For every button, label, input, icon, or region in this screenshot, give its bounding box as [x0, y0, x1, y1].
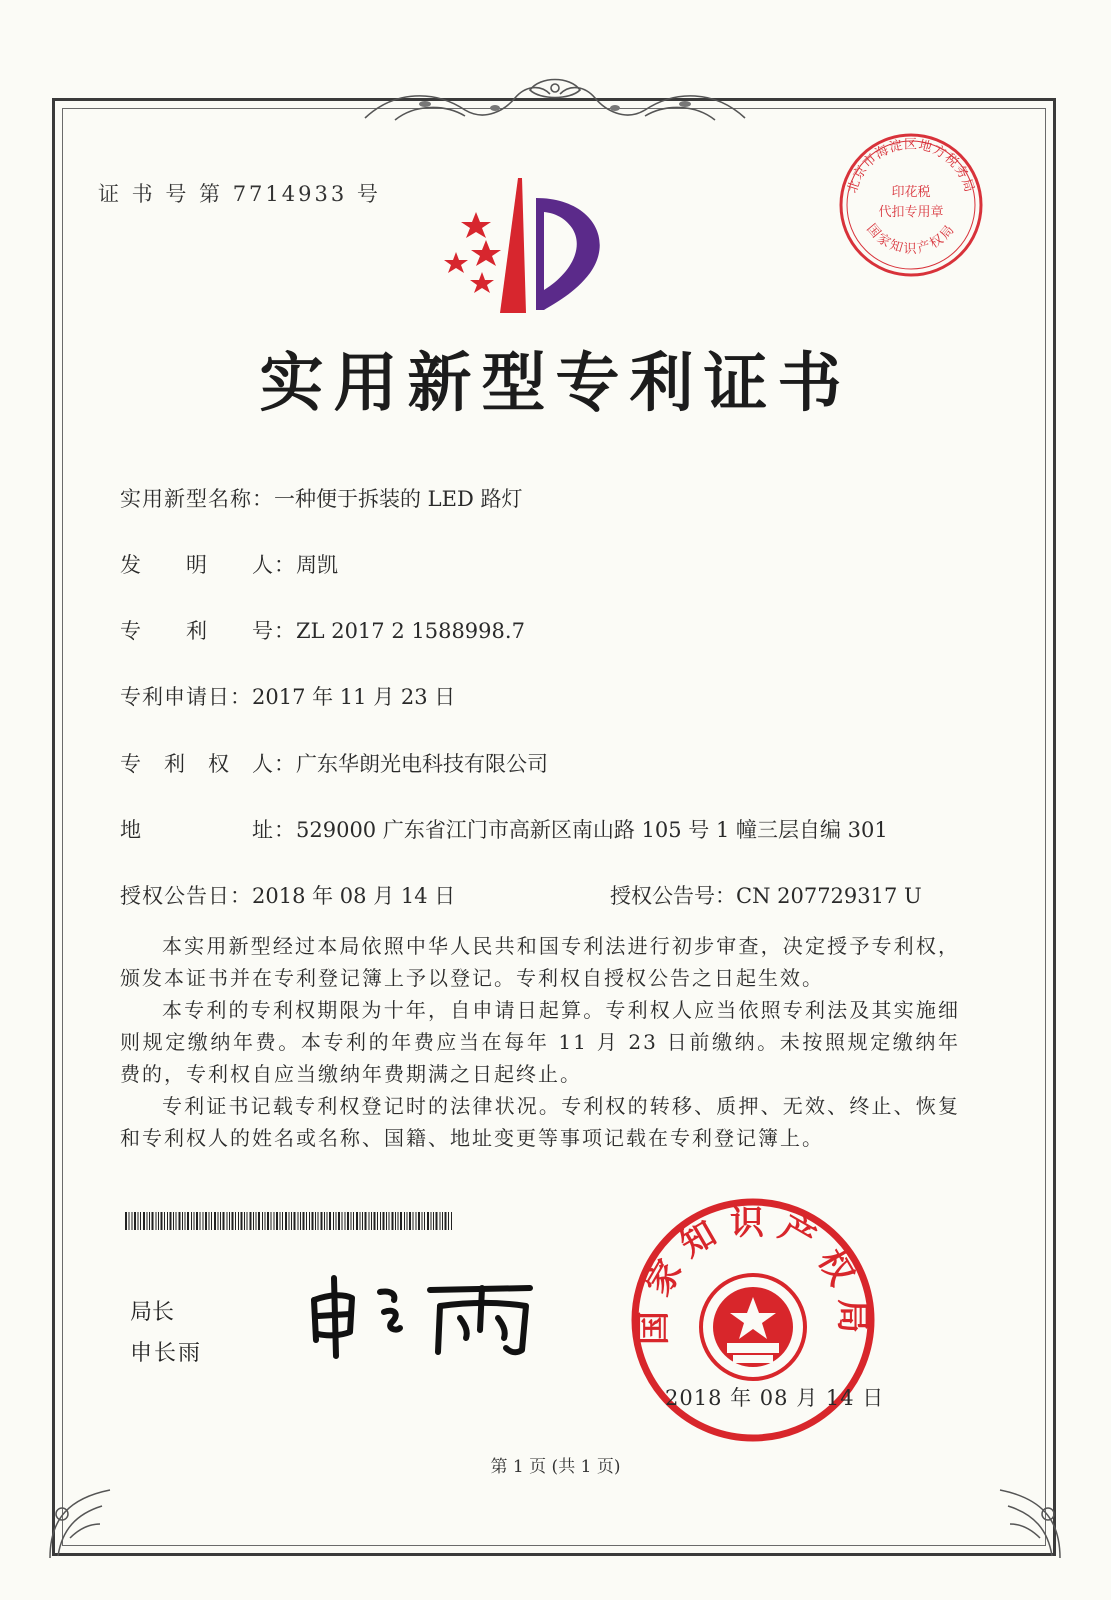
page-number: 第 1 页 (共 1 页): [490, 1457, 621, 1477]
certificate-body: [120, 930, 960, 1154]
certificate-number: 证 书 号 第 7714933 号: [98, 182, 381, 206]
field-label: 专 利 号：: [120, 619, 296, 643]
field-label: 发 明 人：: [120, 553, 296, 577]
field-value: 一种便于拆装的 LED 路灯: [274, 487, 523, 511]
svg-text:国家知识产权局: [863, 221, 958, 256]
seal-text: 国家知识产权局: [633, 1203, 873, 1346]
tax-seal-line1: 印花税: [891, 185, 931, 200]
field-inventor: [120, 549, 338, 579]
director-title: 局长: [130, 1300, 175, 1325]
field-address: [120, 814, 888, 844]
body-paragraph: 本实用新型经过本局依照中华人民共和国专利法进行初步审查，决定授予专利权，颁发本证书并在专利登记簿上予以登记。专利权自授权公告之日起生效。: [120, 934, 960, 990]
director-signature: [300, 1270, 550, 1360]
field-grant-date: [120, 880, 455, 910]
body-paragraph: 专利证书记载专利权登记时的法律状况。专利权的转移、质押、无效、终止、恢复和专利权人的姓名或名称、国籍、地址变更等事项记载在专利登记簿上。: [120, 1094, 960, 1150]
top-ornament-icon: [355, 70, 755, 130]
field-label: 专 利 权 人：: [120, 752, 296, 776]
tax-seal-bottom-text: 国家知识产权局: [863, 221, 959, 257]
field-label: 实用新型名称：: [120, 487, 274, 511]
barcode-icon: [125, 1212, 455, 1230]
field-value: 2017 年 11 月 23 日: [252, 685, 456, 709]
tax-seal-line2: 代扣专用章: [878, 205, 944, 220]
field-value: 529000 广东省江门市高新区南山路 105 号 1 幢三层自编 301: [296, 818, 888, 842]
tax-seal-outer-text: 北京市海淀区地方税务局: [845, 137, 977, 195]
seal-date: 2018 年 08 月 14 日: [665, 1386, 885, 1410]
patent-office-logo-icon: [440, 178, 615, 313]
field-utility-model-name: [120, 483, 522, 513]
field-patent-number: [120, 615, 525, 645]
field-value: CN 207729317 U: [736, 884, 922, 908]
field-value: 2018 年 08 月 14 日: [252, 884, 456, 908]
stamp-duty-seal: [836, 130, 986, 280]
corner-ornament-left-icon: [40, 1478, 130, 1568]
field-grant-number: [610, 880, 922, 910]
field-filing-date: [120, 681, 455, 711]
field-value: 周凯: [296, 553, 338, 577]
corner-ornament-right-icon: [980, 1478, 1070, 1568]
certificate-title: 实用新型专利证书: [259, 346, 852, 421]
field-label: 授权公告日：: [120, 884, 252, 908]
field-patentee: [120, 748, 548, 778]
field-label: 专利申请日：: [120, 685, 252, 709]
field-value: 广东华朗光电科技有限公司: [296, 752, 548, 776]
field-value: ZL 2017 2 1588998.7: [296, 619, 525, 643]
field-label: 授权公告号：: [610, 884, 736, 908]
field-label: 地 址：: [120, 818, 296, 842]
director-name: 申长雨: [130, 1341, 203, 1366]
body-paragraph: 本专利的专利权期限为十年，自申请日起算。专利权人应当依照专利法及其实施细则规定缴纳年费。本专利的年费应当在每年 11 月 23 日前缴纳。未按照规定缴纳年费的，专利权自应当缴纳年费期满之日起终止。: [120, 998, 960, 1086]
